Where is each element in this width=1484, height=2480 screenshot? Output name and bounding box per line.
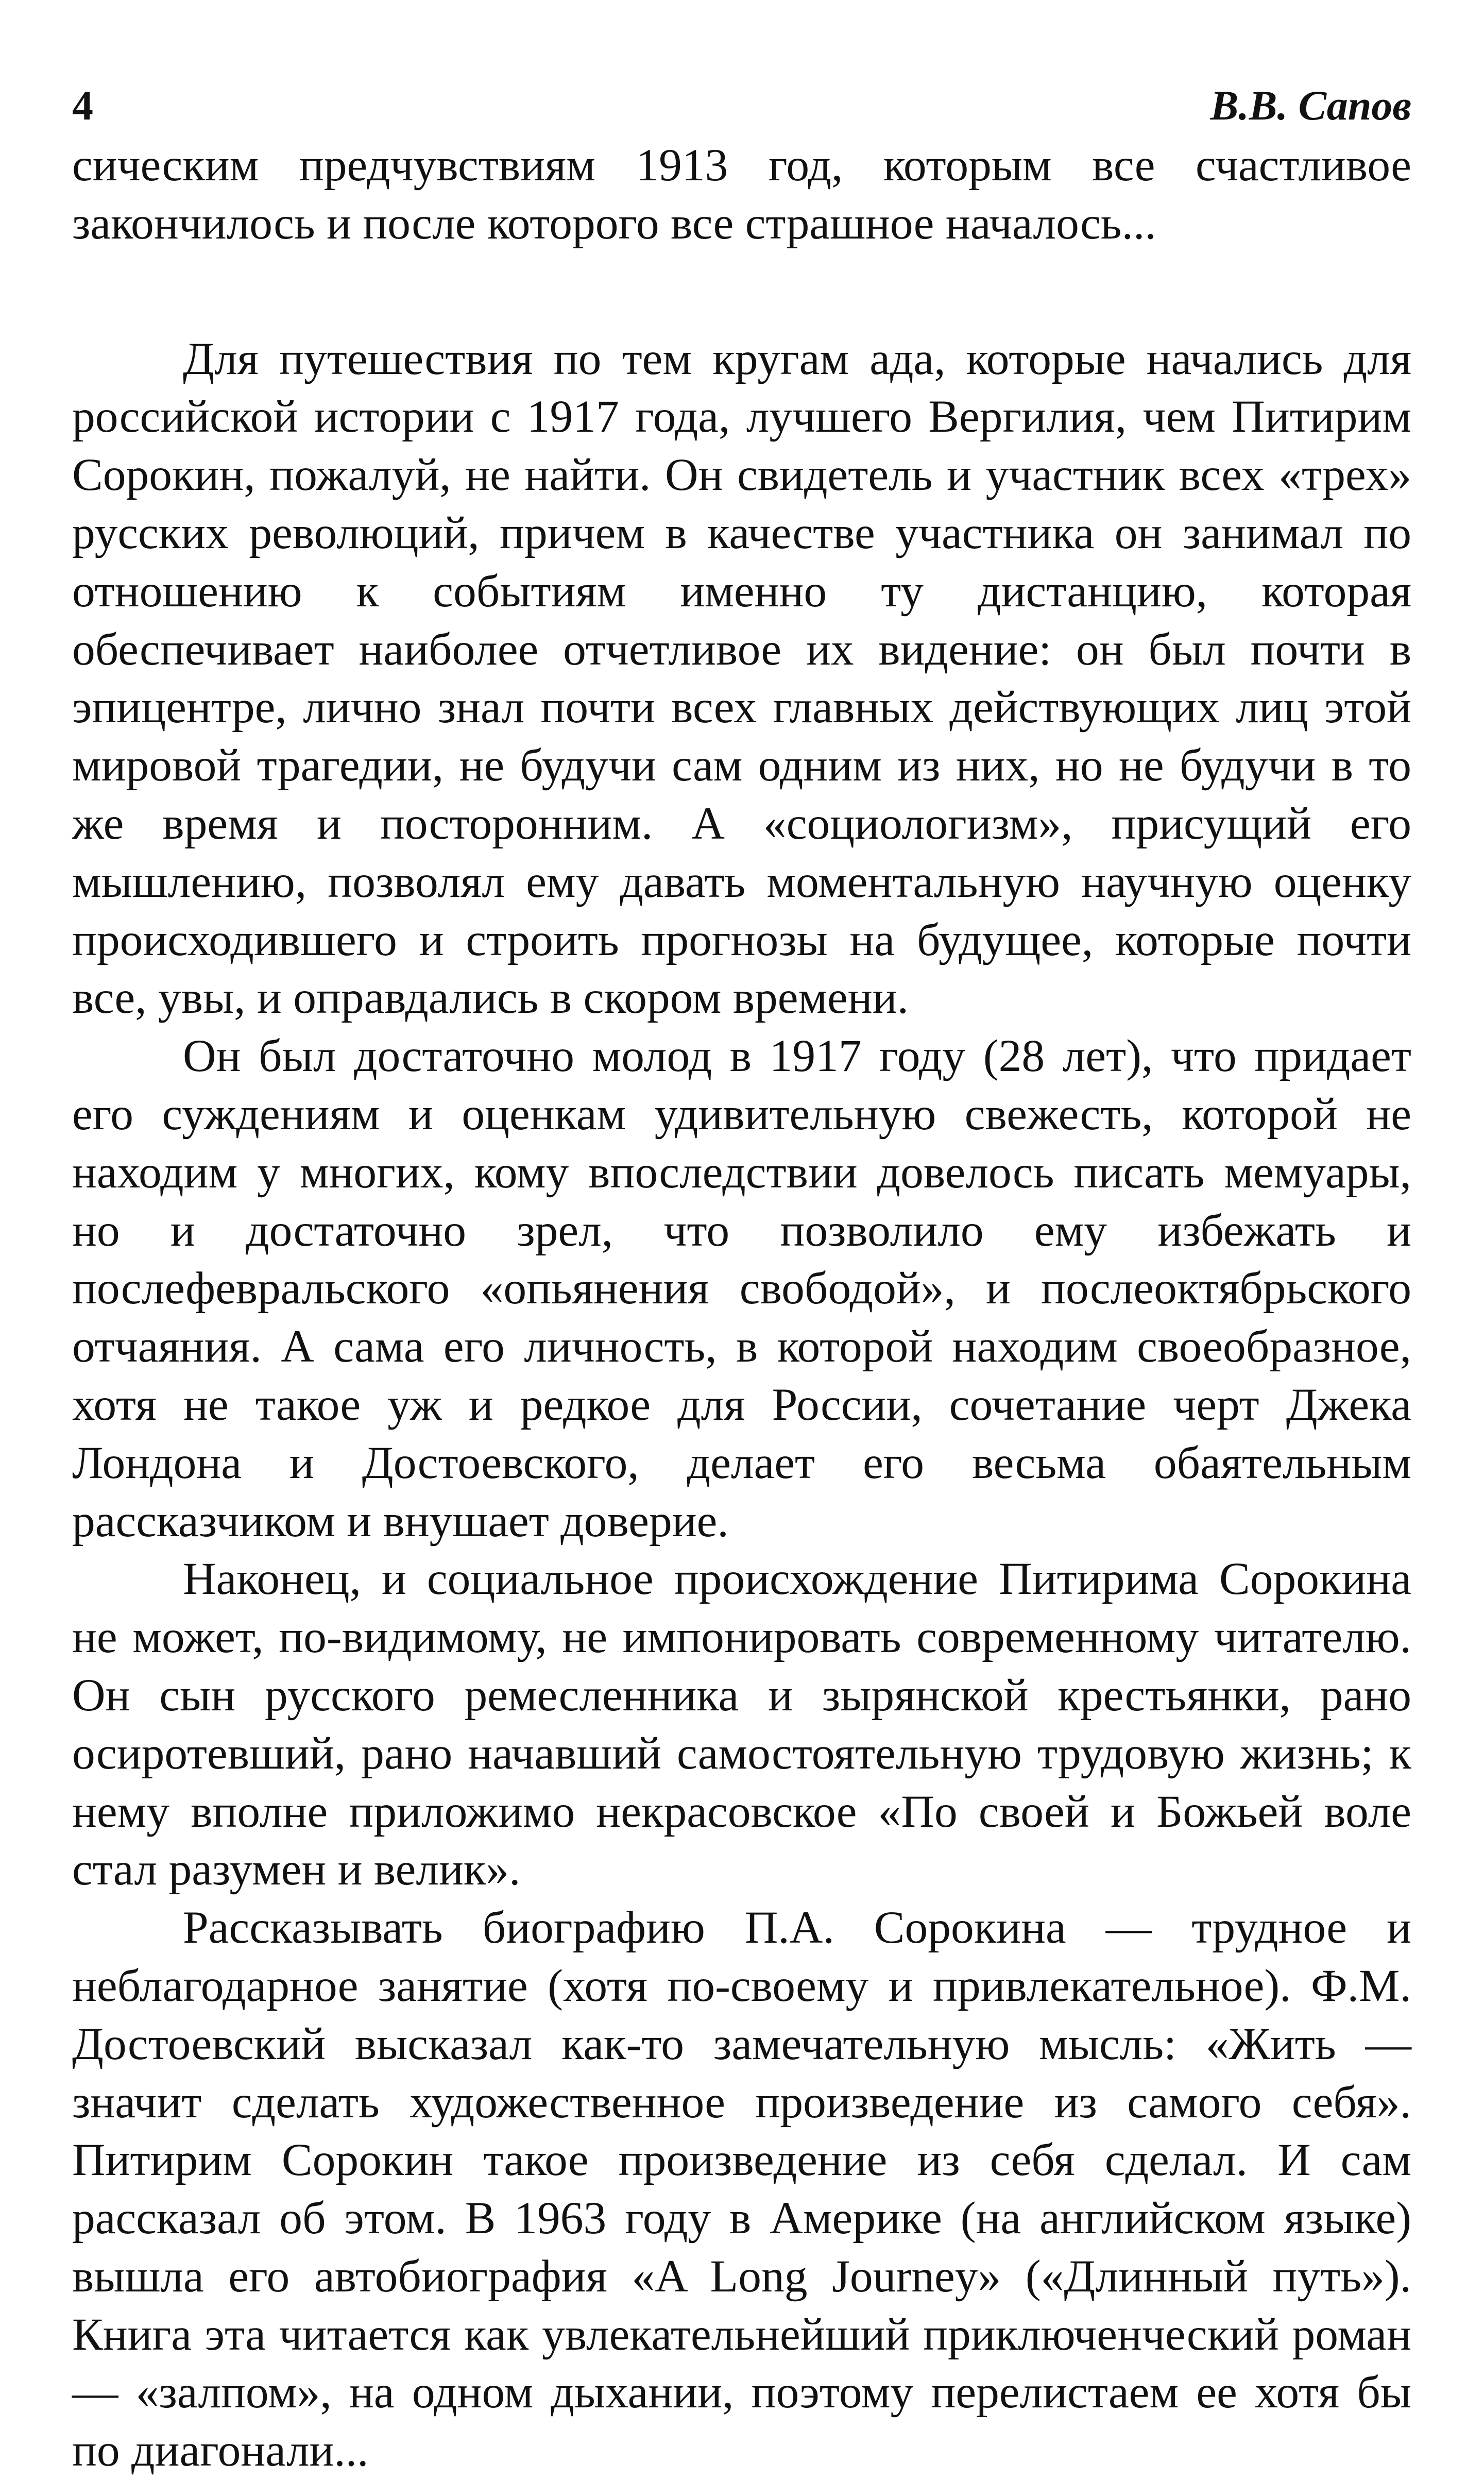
paragraph-continuation: сическим предчувствиям 1913 год, которым все счастливое закончилось и после которого все страшное началось... [72, 140, 1411, 249]
page-header [72, 77, 1411, 134]
paragraph: Он был достаточно молод в 1917 году (28 лет), что придает его суждениям и оценкам удивительную свежесть, которой не находим у многих, кому впоследствии довелось писать мемуары, но и достаточно зрел, что позволило ему избежать и послефевральского «опьянения свободой», и послеоктябрьского отчаяния. А сама его личность, в которой находим своеобразное, хотя не такое уж и редкое для России, сочетание черт Джека Лондона и Достоевского, делает его весьма обаятельным рассказчиком и внушает доверие. [72, 1030, 1411, 1547]
body-text [72, 137, 1411, 2480]
page-number: 4 [72, 82, 93, 129]
book-page [72, 77, 1411, 2480]
paragraph: Рассказывать биографию П.А. Сорокина — трудное и неблагодарное занятие (хотя по-своему и привлекательное). Ф.М. Достоевский высказал как-то замечательную мысль: «Жить — значит сделать художественное произведение из самого себя». Питирим Сорокин такое произведение из себя сделал. И сам рассказал об этом. В 1963 году в Америке (на английском языке) вышла его автобиография «A Long Journey» («Длинный путь»). Книга эта читается как увлекательнейший приключенческий роман — «залпом», на одном дыхании, поэтому перелистаем ее хотя бы по диагонали... [72, 1902, 1411, 2476]
running-title: В.В. Сапов [1210, 82, 1411, 129]
paragraph: Наконец, и социальное происхождение Питирима Сорокина не может, по-видимому, не импонировать современному читателю. Он сын русского ремесленника и зырянской крестьянки, рано осиротевший, рано начавший самостоятельную трудовую жизнь; к нему вполне приложимо некрасовское «По своей и Божьей воле стал разумен и велик». [72, 1553, 1411, 1895]
paragraph: Для путешествия по тем кругам ада, которые начались для российской истории с 1917 года, лучшего Вергилия, чем Питирим Сорокин, пожалуй, не найти. Он свидетель и участник всех «трех» русских революций, причем в качестве участника он занимал по отношению к событиям именно ту дистанцию, которая обеспечивает наиболее отчетливое их видение: он был почти в эпицентре, лично знал почти всех главных действующих лиц этой мировой трагедии, не будучи сам одним из них, но не будучи в то же время и посторонним. А «социологизм», присущий его мышлению, позволял ему давать моментальную научную оценку происходившего и строить прогнозы на будущее, которые почти все, увы, и оправдались в скором времени. [72, 333, 1411, 1024]
